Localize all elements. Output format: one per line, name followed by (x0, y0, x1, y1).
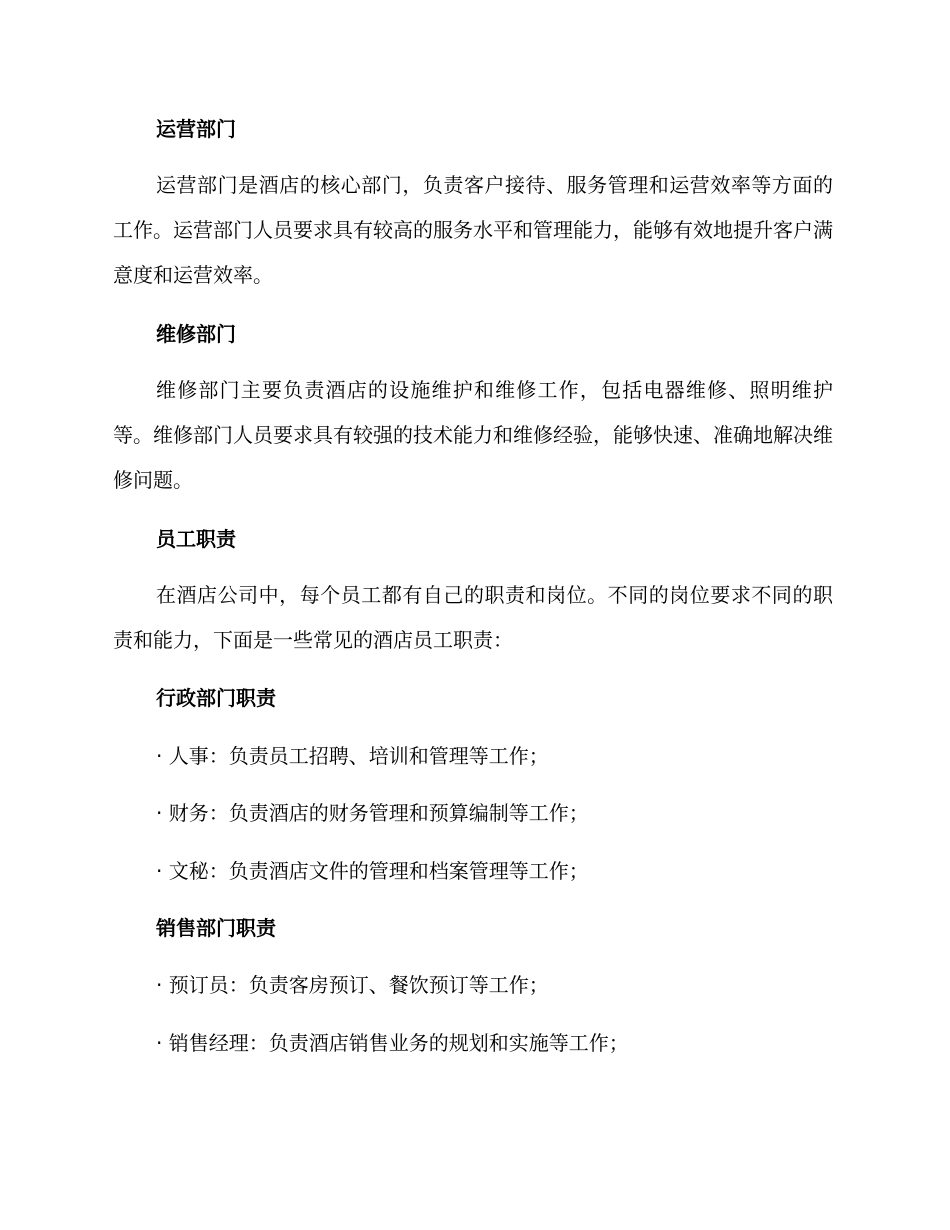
list-item: · 预订员：负责客房预订、餐饮预订等工作； (156, 973, 549, 997)
section-heading-sales: 销售部门职责 (156, 916, 276, 940)
section-heading-operations: 运营部门 (156, 117, 236, 141)
section-heading-maintenance: 维修部门 (156, 322, 236, 346)
section-body-maintenance: 维修部门主要负责酒店的设施维护和维修工作，包括电器维修、照明维护等。维修部门人员要求具有较强的技术能力和维修经验，能够快速、准确地解决维修问题。 (113, 378, 833, 492)
section-heading-admin: 行政部门职责 (156, 686, 276, 710)
list-item: · 人事：负责员工招聘、培训和管理等工作； (156, 744, 549, 768)
list-item: · 文秘：负责酒店文件的管理和档案管理等工作； (156, 859, 589, 883)
section-body-duties: 在酒店公司中，每个员工都有自己的职责和岗位。不同的岗位要求不同的职责和能力，下面是一些常见的酒店员工职责： (113, 583, 833, 652)
section-heading-duties: 员工职责 (156, 527, 236, 551)
list-item: · 销售经理：负责酒店销售业务的规划和实施等工作； (156, 1031, 629, 1055)
list-item: · 财务：负责酒店的财务管理和预算编制等工作； (156, 801, 589, 825)
section-body-operations: 运营部门是酒店的核心部门，负责客户接待、服务管理和运营效率等方面的工作。运营部门人员要求具有较高的服务水平和管理能力，能够有效地提升客户满意度和运营效率。 (113, 173, 833, 287)
